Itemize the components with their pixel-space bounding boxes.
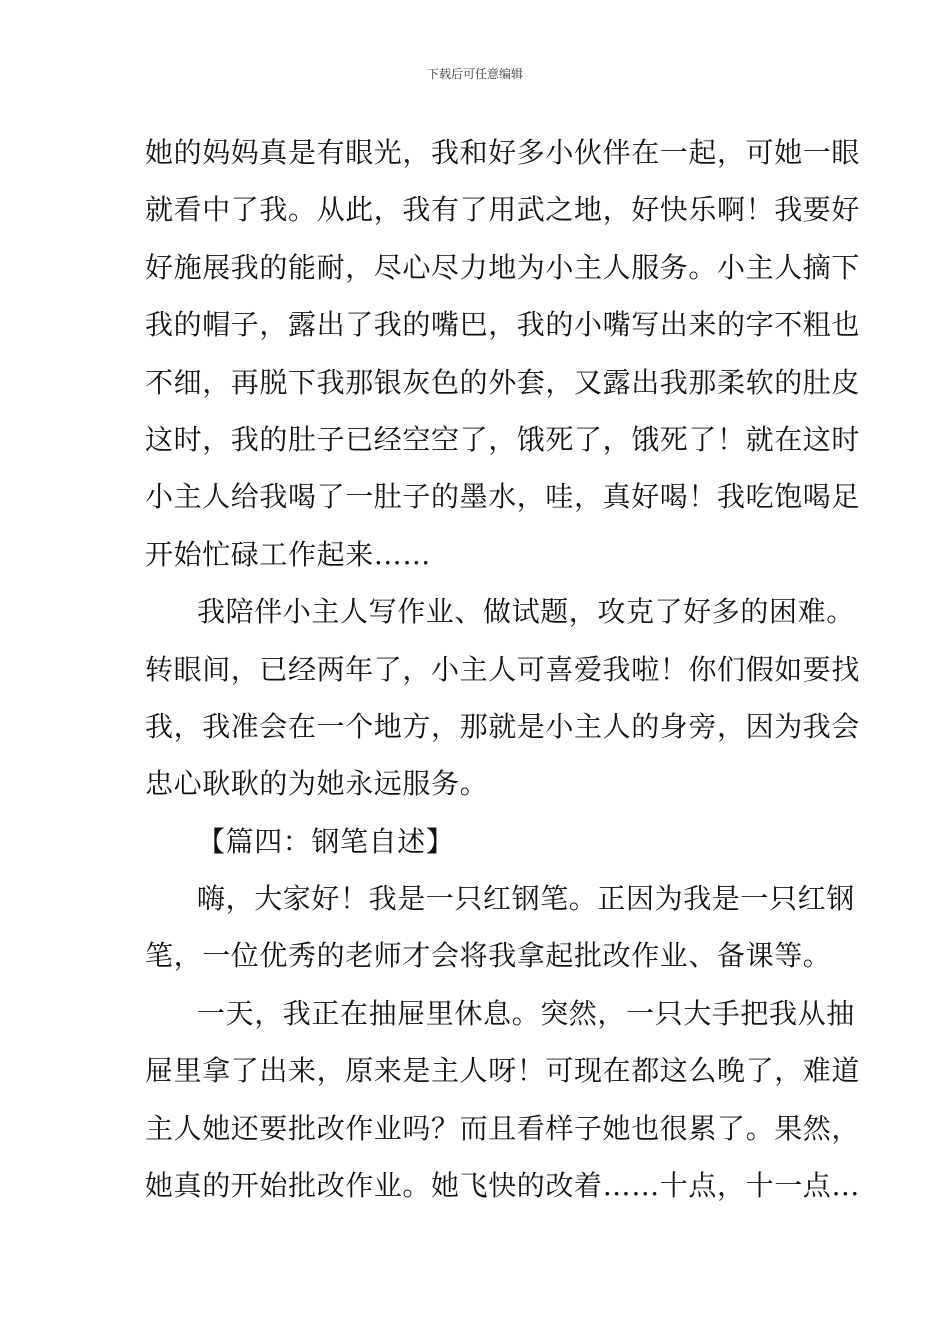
text-line: 小主人给我喝了一肚子的墨水，哇，真好喝！我吃饱喝足 bbox=[145, 480, 861, 514]
document-body bbox=[145, 124, 861, 1214]
text-line: 就看中了我。从此，我有了用武之地，好快乐啊！我要好 bbox=[145, 193, 861, 227]
text-line: 忠心耿耿的为她永远服务。 bbox=[145, 767, 489, 801]
text-line: 这时，我的肚子已经空空了，饿死了，饿死了！就在这时 bbox=[145, 422, 861, 456]
text-line: 不细，再脱下我那银灰色的外套，又露出我那柔软的肚皮 bbox=[145, 365, 861, 399]
text-line: 我，我准会在一个地方，那就是小主人的身旁，因为我会 bbox=[145, 709, 861, 743]
text-line: 主人她还要批改作业吗？而且看样子她也很累了。果然， bbox=[145, 1111, 861, 1145]
text-line: 转眼间，已经两年了，小主人可喜爱我啦！你们假如要找 bbox=[145, 652, 861, 686]
text-line: 我的帽子，露出了我的嘴巴，我的小嘴写出来的字不粗也 bbox=[145, 308, 861, 342]
text-line: 屉里拿了出来，原来是主人呀！可现在都这么晚了，难道 bbox=[145, 1054, 861, 1088]
text-line: 开始忙碌工作起来…… bbox=[145, 537, 432, 571]
text-line: 笔，一位优秀的老师才会将我拿起批改作业、备课等。 bbox=[145, 939, 832, 973]
section-heading: 【篇四：钢笔自述】 bbox=[197, 824, 455, 858]
text-line: 她的妈妈真是有眼光，我和好多小伙伴在一起，可她一眼 bbox=[145, 136, 861, 169]
text-line: 好施展我的能耐，尽心尽力地为小主人服务。小主人摘下 bbox=[145, 250, 861, 284]
text-line: 我陪伴小主人写作业、做试题，攻克了好多的困难。 bbox=[197, 595, 855, 629]
page-header: 下载后可任意编辑 bbox=[426, 67, 523, 81]
text-line: 一天，我正在抽屉里休息。突然，一只大手把我从抽 bbox=[197, 996, 855, 1030]
text-line: 她真的开始批改作业。她飞快的改着……十点，十一点… bbox=[145, 1169, 861, 1203]
text-line: 嗨，大家好！我是一只红钢笔。正因为我是一只红钢 bbox=[197, 882, 855, 916]
